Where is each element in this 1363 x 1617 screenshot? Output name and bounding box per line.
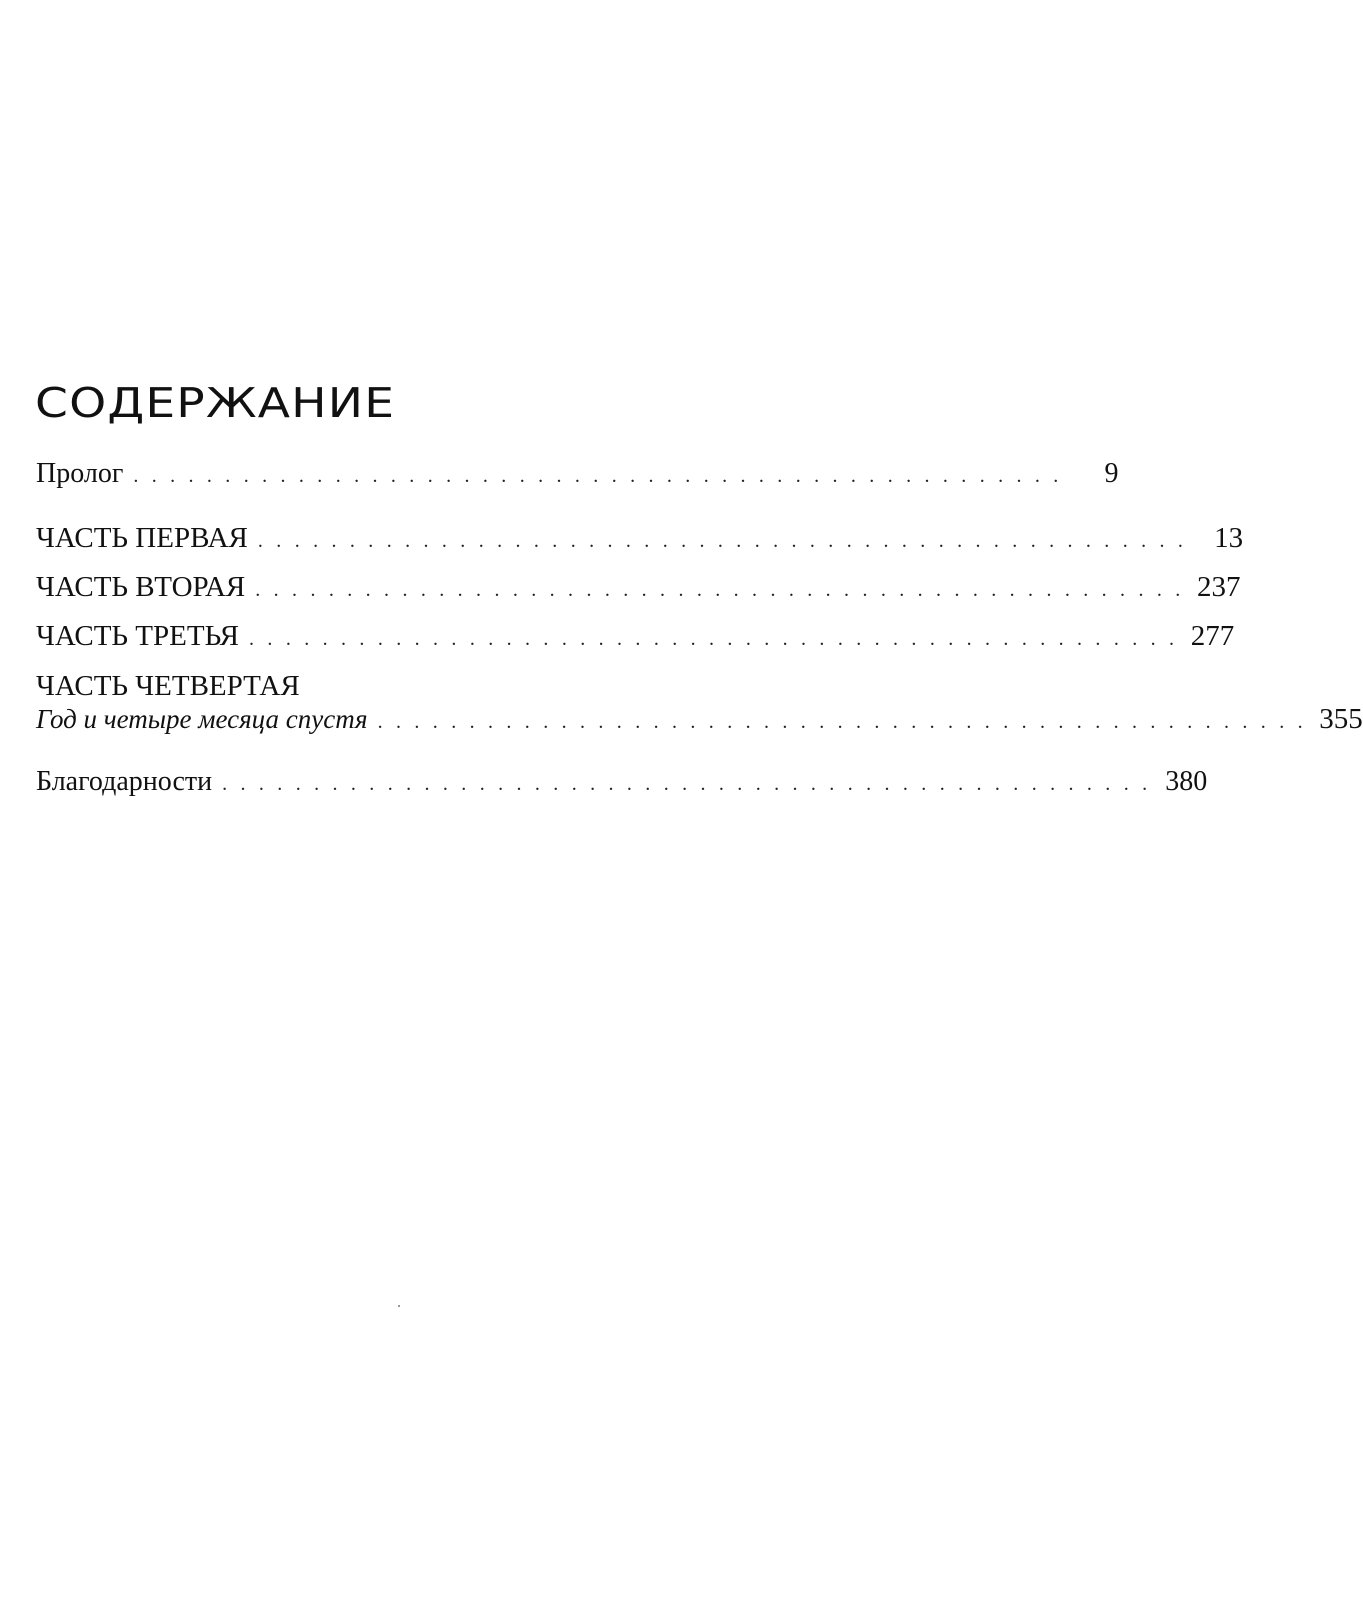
- toc-entry-part-one[interactable]: [36, 522, 1244, 554]
- toc-entry-part-two[interactable]: [36, 571, 1241, 603]
- toc-part-four-title: ЧАСТЬ ЧЕТВЕРТАЯ: [36, 670, 300, 702]
- toc-entry-label: Благодарности: [36, 766, 213, 797]
- toc-entry-subtitle: Год и четыре месяца спустя: [36, 704, 368, 734]
- toc-page-number: 13: [1214, 522, 1244, 554]
- contents-heading: СОДЕРЖАНИЕ: [35, 379, 396, 427]
- toc-entry-acknowledgements[interactable]: [36, 766, 1208, 797]
- toc-page-number: 9: [1104, 458, 1119, 489]
- toc-page-number: 237: [1196, 571, 1241, 603]
- toc-entry-part-three[interactable]: [36, 620, 1235, 652]
- toc-entry-prologue[interactable]: [36, 458, 1119, 489]
- toc-entry-label: ЧАСТЬ ТРЕТЬЯ: [36, 620, 240, 652]
- toc-page-number: 380: [1165, 766, 1208, 797]
- toc-page-number: 277: [1190, 620, 1235, 652]
- toc-entry-label: Пролог: [36, 458, 124, 489]
- print-speck: [398, 1305, 400, 1307]
- dot-leader: . . . . . . . . . . . . . . . . . . . . . . . . . . . . . . . . . . . . . . . . . . . . . . . . . . .: [257, 530, 1188, 552]
- toc-entry-label: ЧАСТЬ ПЕРВАЯ: [36, 522, 248, 554]
- dot-leader: . . . . . . . . . . . . . . . . . . . . . . . . . . . . . . . . . . . . . . . . . . . . . . . . . . .: [249, 628, 1179, 650]
- toc-entry-label: ЧАСТЬ ВТОРАЯ: [36, 571, 246, 603]
- dot-leader: . . . . . . . . . . . . . . . . . . . . . . . . . . . . . . . . . . . . . . . . . . . . . . . . . . .: [377, 711, 1307, 733]
- dot-leader: . . . . . . . . . . . . . . . . . . . . . . . . . . . . . . . . . . . . . . . . . . . . . . . . . . .: [255, 579, 1185, 601]
- dot-leader: . . . . . . . . . . . . . . . . . . . . . . . . . . . . . . . . . . . . . . . . . . . . . . . . . . .: [133, 465, 1063, 487]
- toc-page-number: 355: [1319, 703, 1363, 735]
- dot-leader: . . . . . . . . . . . . . . . . . . . . . . . . . . . . . . . . . . . . . . . . . . . . . . . . . . .: [222, 773, 1152, 795]
- toc-entry-part-four[interactable]: [36, 703, 1363, 735]
